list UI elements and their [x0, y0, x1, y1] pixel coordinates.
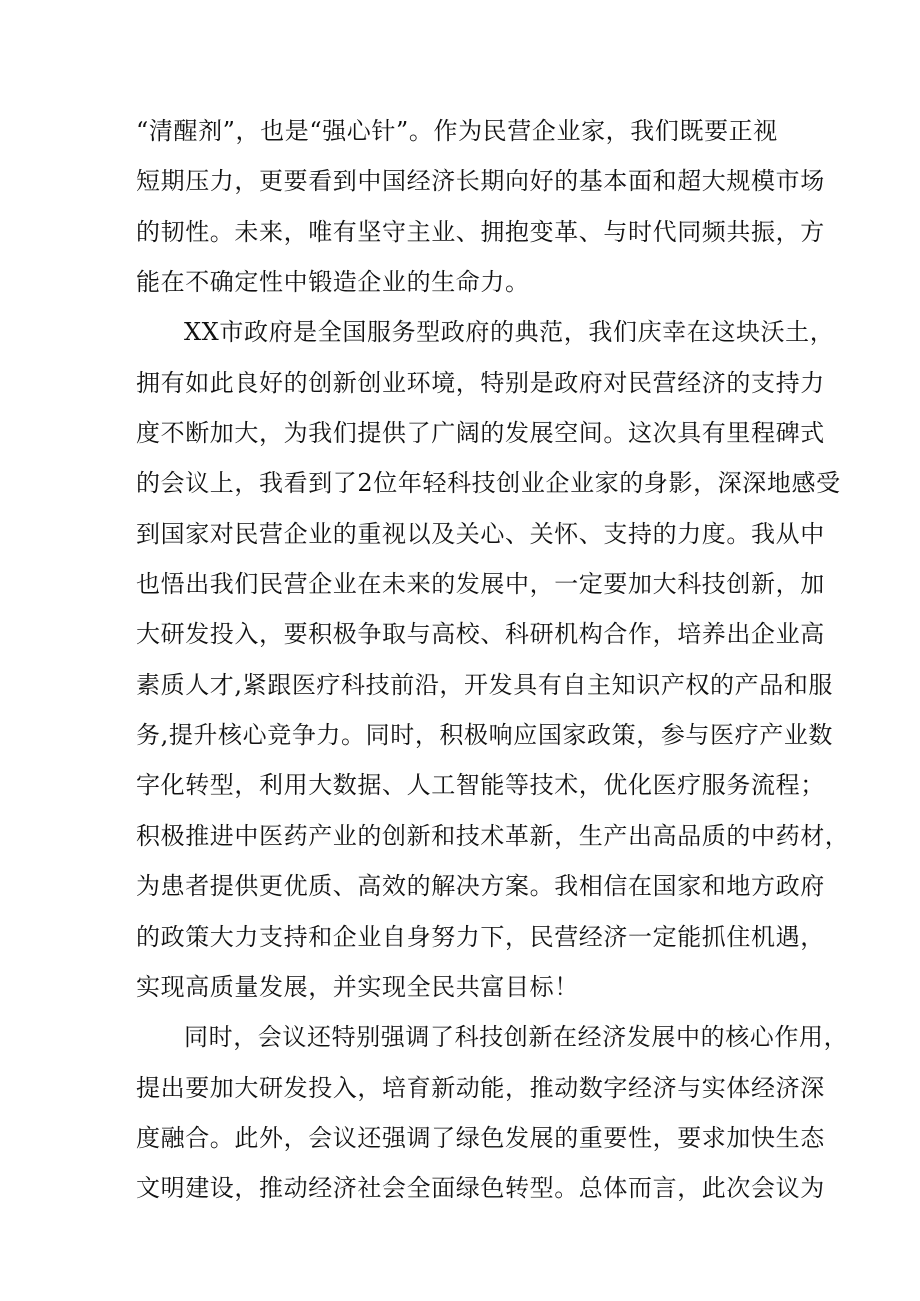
text-line: 的韧性。未来，唯有坚守主业、拥抱变革、与时代同频共振，方 [136, 217, 825, 246]
text-line: 度融合。此外，会议还强调了绿色发展的重要性，要求加快生态 [136, 1123, 825, 1152]
text-line: 大研发投入，要积极争取与高校、科研机构合作，培养出企业高 [136, 620, 825, 649]
text-line: 度不断加大，为我们提供了广阔的发展空间。这次具有里程碑式 [136, 419, 825, 448]
text-line: 拥有如此良好的创新创业环境，特别是政府对民营经济的支持力 [136, 368, 825, 397]
text-line: 文明建设，推动经济社会全面绿色转型。总体而言，此次会议为 [136, 1174, 825, 1203]
text-line: 实现高质量发展，并实现全民共富目标！ [136, 972, 579, 1001]
text-line: 的会议上，我看到了2位年轻科技创业企业家的身影，深深地感受 [136, 469, 841, 498]
text-line: 提出要加大研发投入，培育新动能，推动数字经济与实体经济深 [136, 1073, 825, 1102]
text-line: 短期压力，更要看到中国经济长期向好的基本面和超大规模市场 [136, 167, 825, 196]
text-line: 到国家对民营企业的重视以及关心、关怀、支持的力度。我从中 [136, 519, 825, 548]
text-line: 也悟出我们民营企业在未来的发展中，一定要加大科技创新，加 [136, 570, 825, 599]
text-line: “清醒剂”，也是“强心针”。作为民营企业家，我们既要正视 [136, 117, 778, 145]
text-line: 素质人才,紧跟医疗科技前沿，开发具有自主知识产权的产品和服 [136, 670, 834, 699]
text-line: 的政策大力支持和企业自身努力下，民营经济一定能抓住机遇， [136, 922, 825, 951]
paragraph-first-line: 同时，会议还特别强调了科技创新在经济发展中的核心作用， [184, 1023, 849, 1052]
text-line: 为患者提供更优质、高效的解决方案。我相信在国家和地方政府 [136, 872, 825, 901]
text-line: 字化转型，利用大数据、人工智能等技术，优化医疗服务流程； [136, 771, 825, 800]
document-body [136, 106, 850, 1214]
text-line: 积极推进中医药产业的创新和技术革新，生产出高品质的中药材， [136, 821, 850, 850]
text-line: 能在不确定性中锻造企业的生命力。 [136, 268, 530, 297]
text-line: 务,提升核心竞争力。同时，积极响应国家政策，参与医疗产业数 [136, 721, 834, 750]
paragraph-first-line: XX市政府是全国服务型政府的典范，我们庆幸在这块沃土， [184, 318, 835, 347]
